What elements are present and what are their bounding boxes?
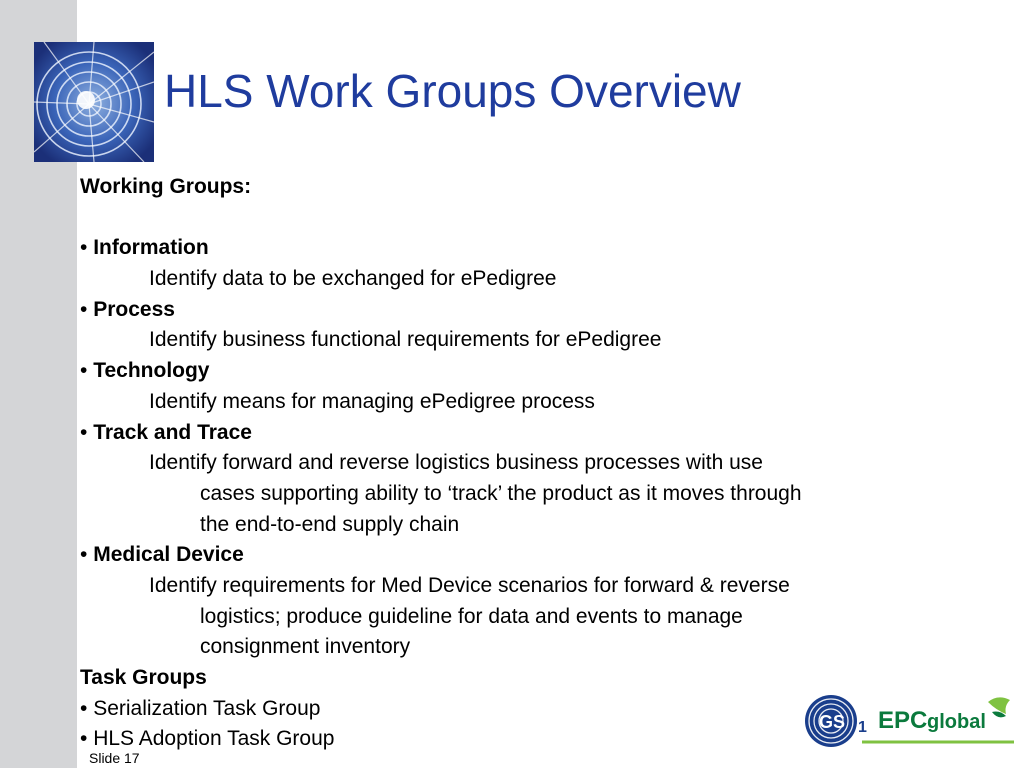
group-description: Identify means for managing ePedigree process xyxy=(149,389,595,413)
task-group-name: HLS Adoption Task Group xyxy=(93,727,335,751)
group-description: Identify business functional requirements for ePedigree xyxy=(149,328,662,352)
bullet: • xyxy=(80,420,88,444)
slide-content xyxy=(80,172,980,755)
bullet: • xyxy=(80,543,88,567)
bullet: • xyxy=(80,236,88,260)
epc-mark-icon xyxy=(988,697,1010,717)
group-description: Identify requirements for Med Device scenarios for forward & reverse xyxy=(149,573,790,597)
globe-icon xyxy=(34,42,154,162)
group-name: Process xyxy=(93,297,175,321)
global-text: global xyxy=(927,711,986,733)
bullet: • xyxy=(80,297,88,321)
spacer-line xyxy=(80,203,980,234)
group-process xyxy=(80,295,980,326)
slide-title: HLS Work Groups Overview xyxy=(164,65,741,117)
gs1-subscript: 1 xyxy=(858,719,867,736)
group-technology xyxy=(80,356,980,387)
gs1-text: GS xyxy=(819,712,846,732)
gs1-epcglobal-logo xyxy=(802,690,1016,752)
bullet: • xyxy=(80,727,88,751)
epc-text: EPC xyxy=(878,707,928,734)
group-description: Identify forward and reverse logistics business processes with use xyxy=(149,451,763,475)
bullet: • xyxy=(80,359,88,383)
group-name: Information xyxy=(93,236,209,260)
group-name: Technology xyxy=(93,359,210,383)
group-description-cont: consignment inventory xyxy=(200,635,411,659)
group-description-cont: logistics; produce guideline for data and events to manage xyxy=(200,604,743,628)
task-group-name: Serialization Task Group xyxy=(93,696,321,720)
group-information xyxy=(80,233,980,264)
bullet: • xyxy=(80,696,88,720)
group-description-cont: the end-to-end supply chain xyxy=(200,512,460,536)
task-groups-heading: Task Groups xyxy=(80,666,207,689)
group-medical-device xyxy=(80,540,980,571)
slide-number: Slide 17 xyxy=(89,750,140,766)
group-name: Medical Device xyxy=(93,543,244,567)
group-name: Track and Trace xyxy=(93,420,252,444)
group-track-and-trace xyxy=(80,418,980,449)
group-description-cont: cases supporting ability to ‘track’ the product as it moves through xyxy=(200,481,802,505)
group-description: Identify data to be exchanged for ePedigree xyxy=(149,267,557,291)
working-groups-heading: Working Groups: xyxy=(80,175,252,198)
